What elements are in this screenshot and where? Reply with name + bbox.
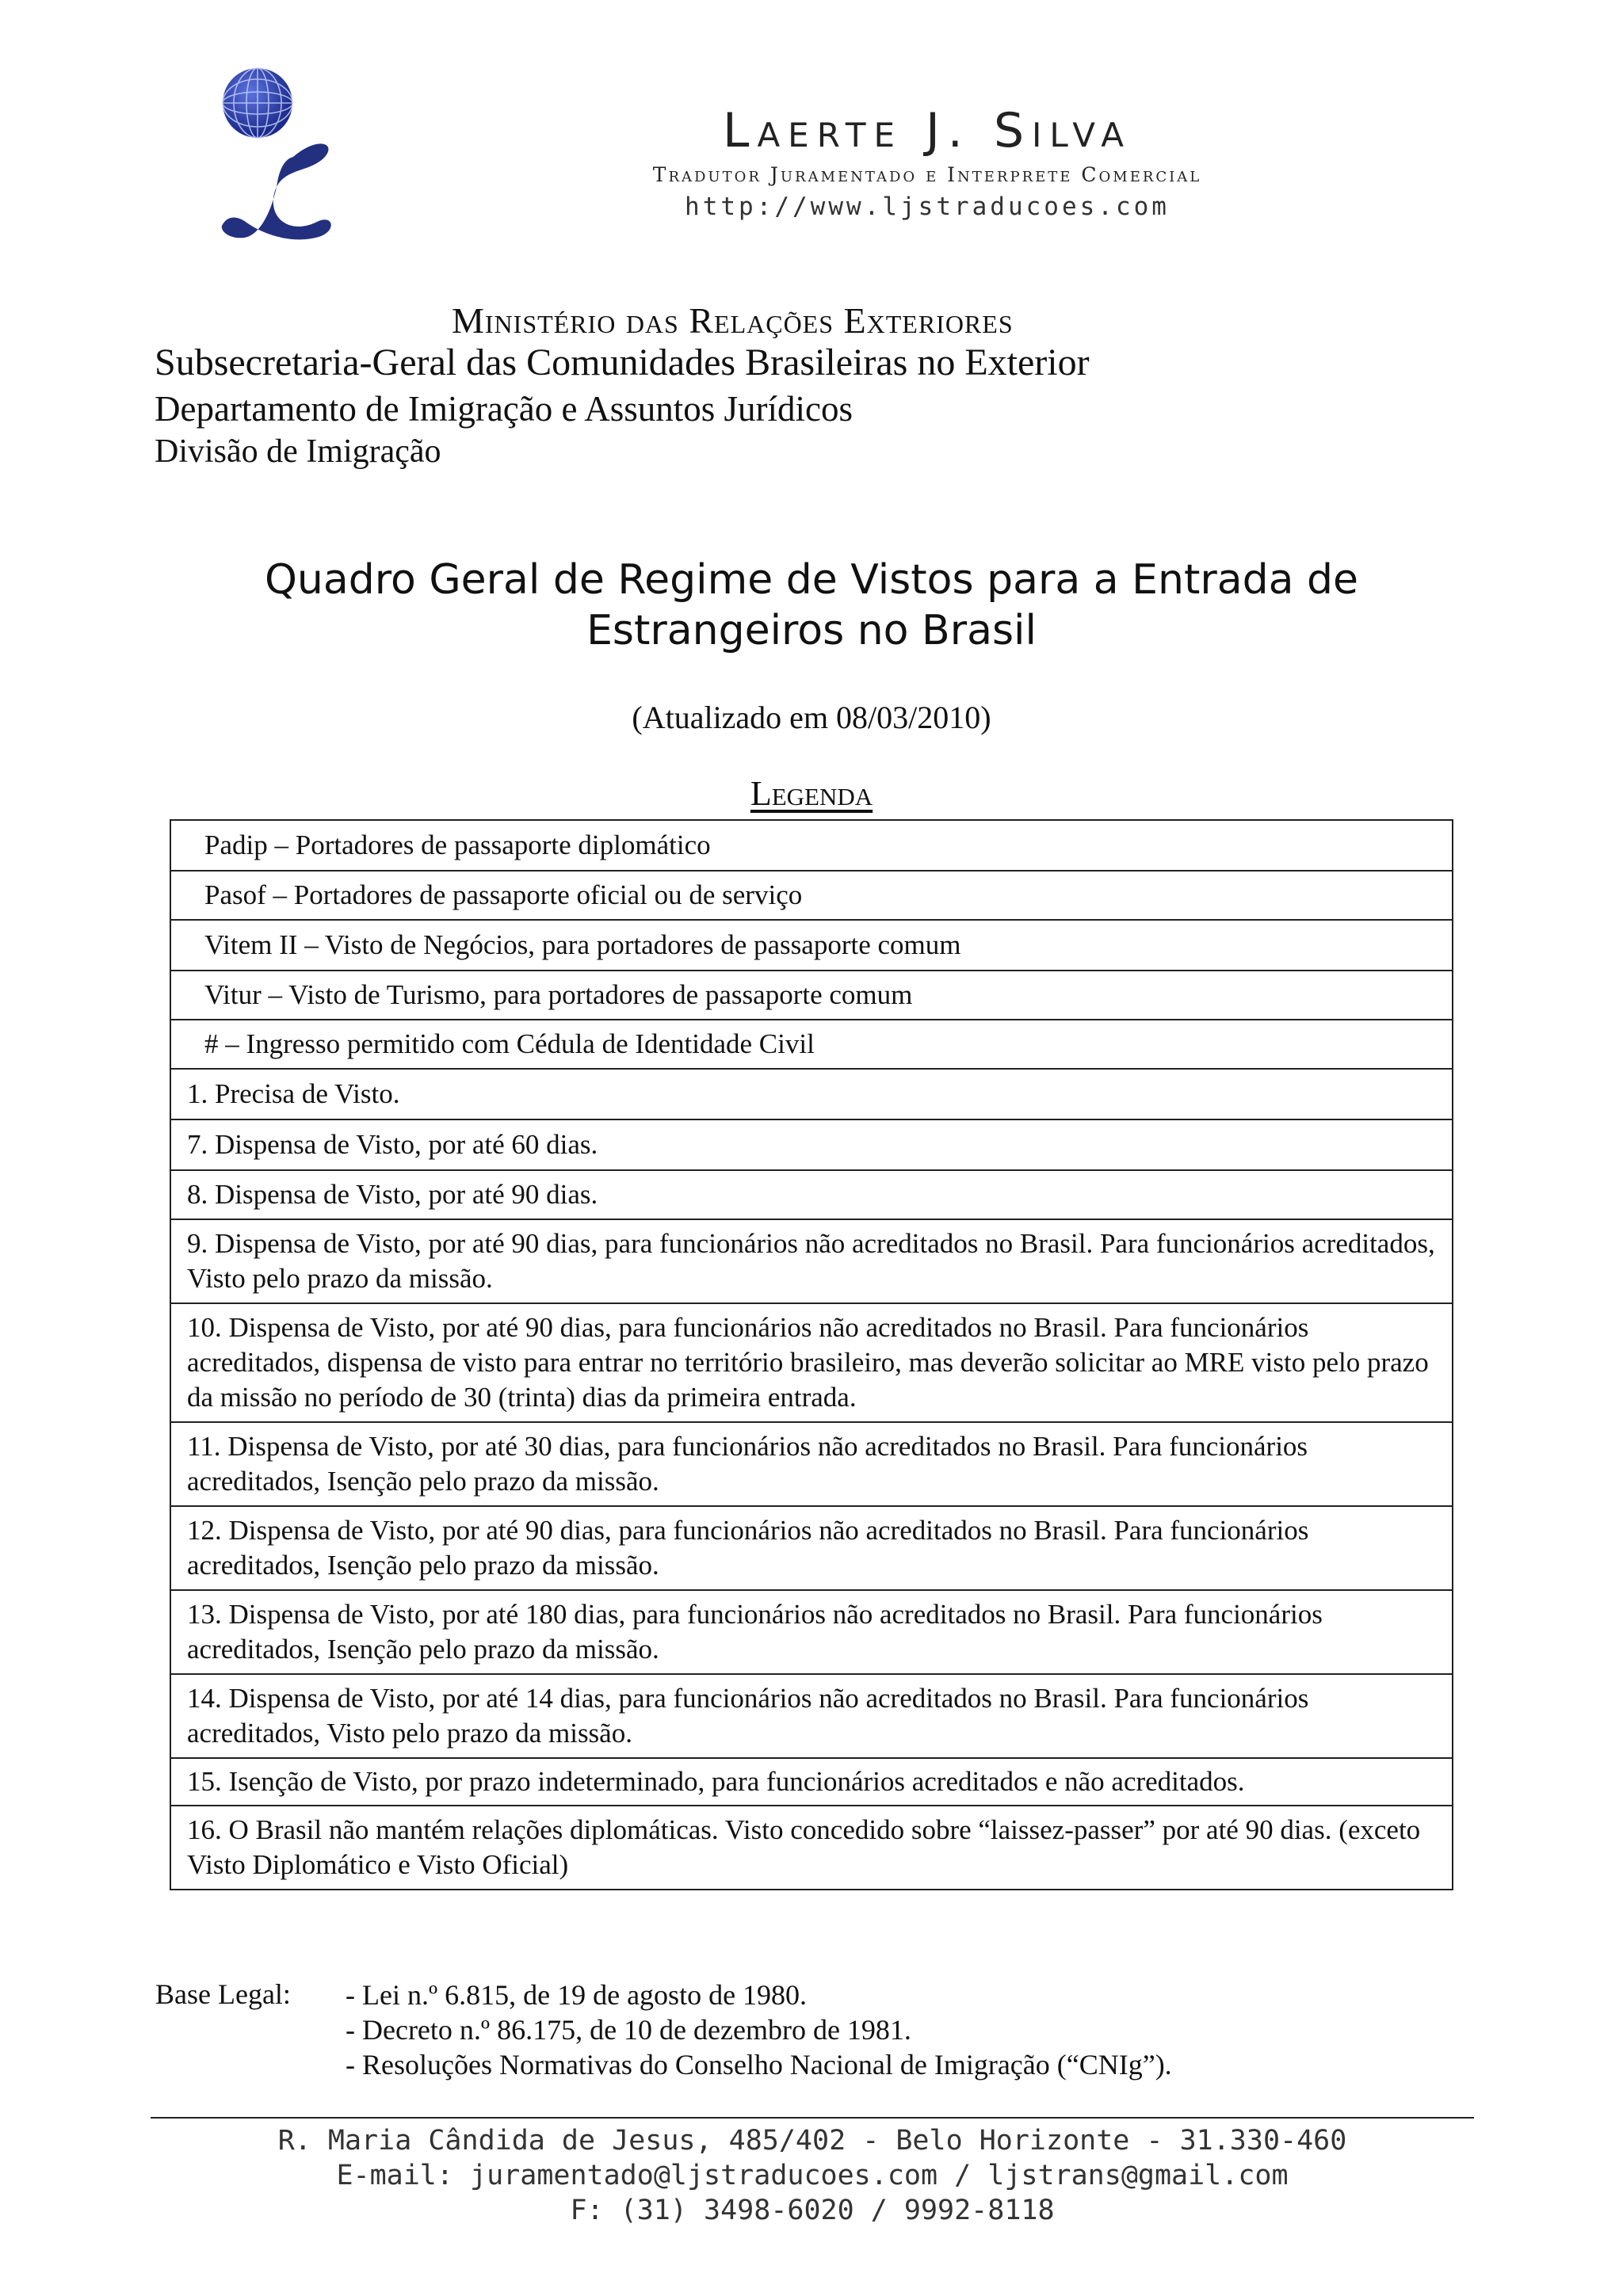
division-name: Divisão de Imigração xyxy=(155,433,441,470)
translator-subtitle: Tradutor Juramentado e Interprete Comercial xyxy=(652,163,1202,186)
legend-row: 8. Dispensa de Visto, por até 90 dias. xyxy=(171,1169,1452,1219)
document-title-line-1: Quadro Geral de Regime de Vistos para a Entrada de xyxy=(264,556,1358,604)
legend-row: Padip – Portadores de passaporte diplomático xyxy=(204,830,711,860)
base-legal-item: - Lei n.º 6.815, de 19 de agosto de 1980. xyxy=(346,1979,808,2011)
translator-logo xyxy=(198,63,357,246)
legend-row: 14. Dispensa de Visto, por até 14 dias, para funcionários não acreditados no Brasil. Para funcionários acreditados, Visto pelo prazo da missão. xyxy=(171,1673,1452,1757)
base-legal-label: Base Legal: xyxy=(155,1978,291,2010)
base-legal-item: - Decreto n.º 86.175, de 10 de dezembro de 1981. xyxy=(346,2014,911,2046)
update-date: (Atualizado em 08/03/2010) xyxy=(632,700,991,735)
legend-row: 16. O Brasil não mantém relações diplomáticas. Visto concedido sobre “laissez-passer” por até 90 dias. (exceto Visto Diplomático e Visto Oficial) xyxy=(171,1805,1452,1889)
legend-row: 13. Dispensa de Visto, por até 180 dias, para funcionários não acreditados no Brasil. Para funcionários acreditados, Isenção pelo prazo da missão. xyxy=(171,1589,1452,1673)
footer-address: R. Maria Cândida de Jesus, 485/402 - Belo Horizonte - 31.330-460 xyxy=(277,2125,1347,2157)
legend-row: Pasof – Portadores de passaporte oficial ou de serviço xyxy=(171,870,1452,919)
base-legal-item: - Resoluções Normativas do Conselho Nacional de Imigração (“CNIg”). xyxy=(346,2049,1172,2081)
legend-heading xyxy=(170,773,1453,814)
legend-row: 7. Dispensa de Visto, por até 60 dias. xyxy=(171,1119,1452,1169)
footer-email[interactable]: E-mail: juramentado@ljstraducoes.com / ljstrans@gmail.com xyxy=(336,2160,1289,2191)
legend-row: 11. Dispensa de Visto, por até 30 dias, para funcionários não acreditados no Brasil. Para funcionários acreditados, Isenção pelo prazo da missão. xyxy=(171,1421,1452,1505)
legend-row: # – Ingresso permitido com Cédula de Identidade Civil xyxy=(171,1019,1452,1068)
translator-name: Laerte J. Silva xyxy=(723,103,1132,158)
legend-heading-text: Legenda xyxy=(750,774,873,813)
legend-row: Vitur – Visto de Turismo, para portadores de passaporte comum xyxy=(171,970,1452,1019)
document-title xyxy=(170,555,1453,656)
legend-row: 10. Dispensa de Visto, por até 90 dias, para funcionários não acreditados no Brasil. Para funcionários acreditados, dispensa de visto para entrar no território brasileiro, mas deverão solicitar ao MRE visto pelo prazo da missão no período de 30 (trinta) dias da primeira entrada. xyxy=(171,1302,1452,1421)
legend-row: 15. Isenção de Visto, por prazo indeterminado, para funcionários acreditados e não acreditados. xyxy=(171,1757,1452,1805)
globe-logo-icon xyxy=(198,63,357,246)
translator-url[interactable]: http://www.ljstraducoes.com xyxy=(685,193,1170,221)
ministry-name: Ministério das Relações Exteriores xyxy=(452,300,1014,341)
legend-row: Vitem II – Visto de Negócios, para portadores de passaporte comum xyxy=(171,919,1452,970)
document-title-line-2: Estrangeiros no Brasil xyxy=(586,607,1037,654)
base-legal-list xyxy=(346,1978,1172,2082)
legend-table xyxy=(170,819,1453,1890)
legend-row: 1. Precisa de Visto. xyxy=(171,1068,1452,1119)
footer-divider xyxy=(151,2117,1474,2119)
footer-phone: F: (31) 3498-6020 / 9992-8118 xyxy=(570,2195,1055,2226)
subsecretariat-name: Subsecretaria-Geral das Comunidades Brasileiras no Exterior xyxy=(155,341,1090,383)
legend-row: 12. Dispensa de Visto, por até 90 dias, para funcionários não acreditados no Brasil. Para funcionários acreditados, Isenção pelo prazo da missão. xyxy=(171,1505,1452,1589)
legend-row: 9. Dispensa de Visto, por até 90 dias, para funcionários não acreditados no Brasil. Para funcionários acreditados, Visto pelo prazo da missão. xyxy=(171,1219,1452,1302)
department-name: Departamento de Imigração e Assuntos Jurídicos xyxy=(155,389,854,429)
